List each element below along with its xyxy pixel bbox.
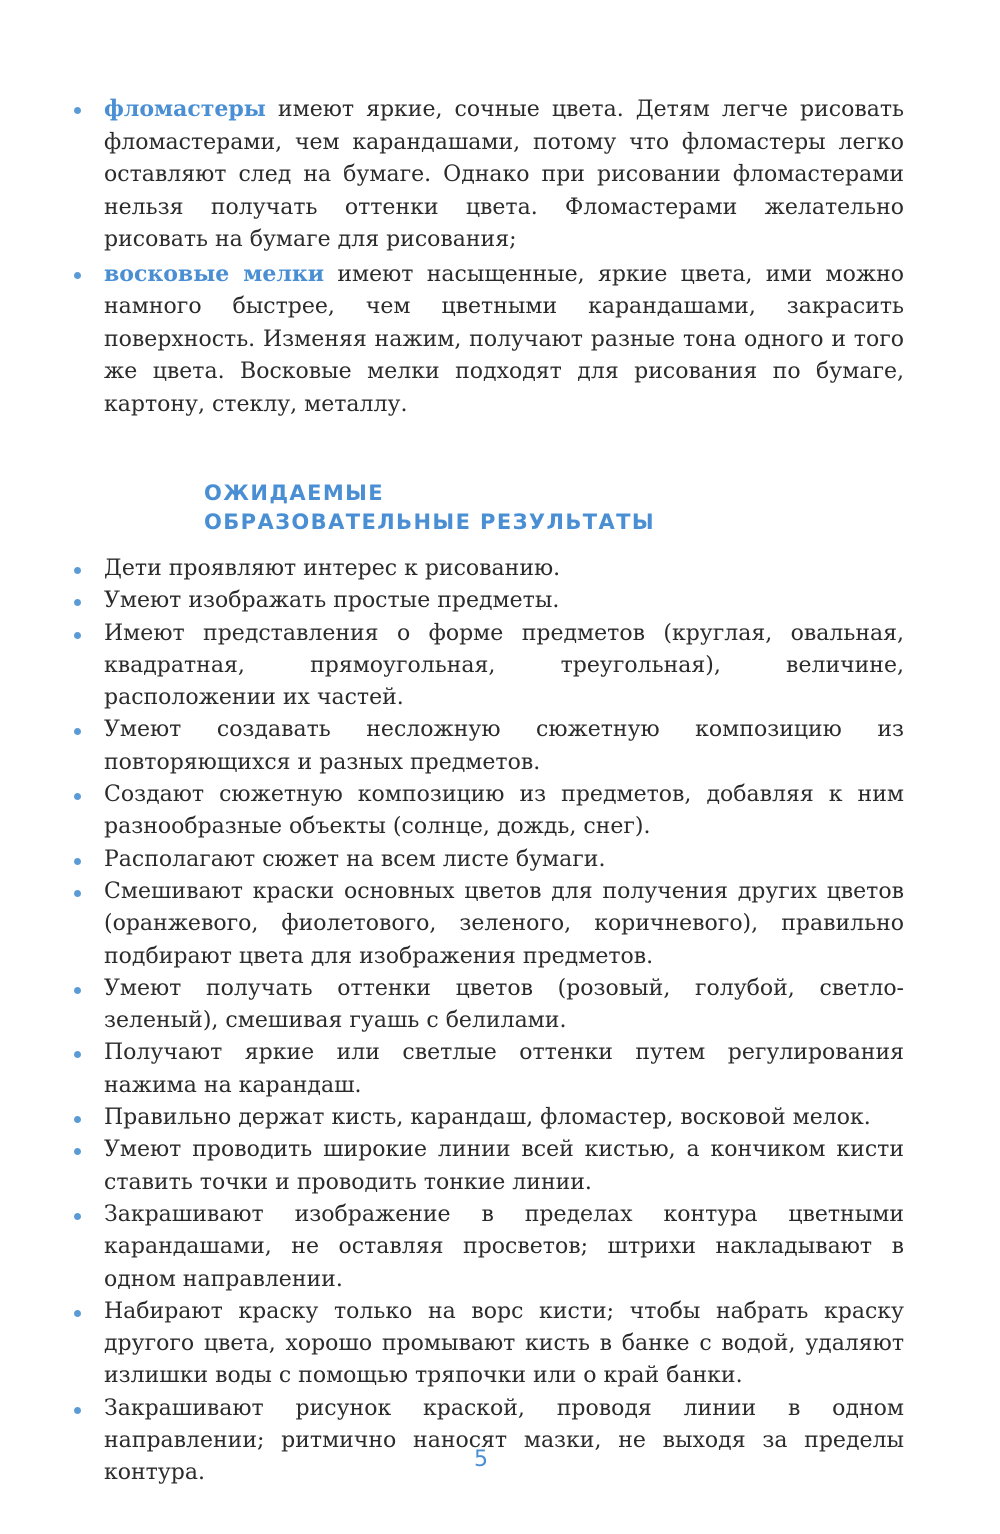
item-text: Получают яркие или светлые оттенки путем регулирования нажима на карандаш. bbox=[104, 1040, 904, 1098]
list-item bbox=[104, 618, 904, 715]
list-item bbox=[104, 876, 904, 973]
bullet-icon bbox=[74, 1213, 81, 1220]
results-list bbox=[104, 553, 904, 1490]
list-item bbox=[104, 1134, 904, 1199]
item-text: Правильно держат кисть, карандаш, фломастер, восковой мелок. bbox=[104, 1105, 871, 1131]
list-item bbox=[104, 714, 904, 779]
bullet-icon bbox=[74, 728, 81, 735]
list-item bbox=[104, 973, 904, 1038]
bullet-icon bbox=[74, 567, 81, 574]
list-item bbox=[104, 1296, 904, 1393]
list-item bbox=[104, 1037, 904, 1102]
item-text: Умеют получать оттенки цветов (розовый, голубой, светло-зеленый), смешивая гуашь с белилами. bbox=[104, 975, 904, 1034]
heading-line: ОБРАЗОВАТЕЛЬНЫЕ РЕЗУЛЬТАТЫ bbox=[204, 510, 655, 534]
list-item bbox=[104, 1102, 904, 1134]
bullet-icon bbox=[74, 1148, 81, 1155]
bullet-icon bbox=[74, 107, 81, 114]
term-highlight: фломастеры bbox=[104, 96, 266, 122]
bullet-icon bbox=[74, 1310, 81, 1317]
bullet-icon bbox=[74, 987, 81, 994]
item-text: Умеют проводить широкие линии всей кистью, а кончиком кисти ставить точки и проводить тонкие линии. bbox=[104, 1137, 904, 1195]
list-item bbox=[104, 1393, 904, 1490]
list-item bbox=[104, 258, 904, 422]
item-text: имеют насыщенные, яркие цвета, ими можно намного быстрее, чем цветными карандашами, закрасить поверхность. Изменяя нажим, получают разные тона одного и того же цвета. Восковые мелки подходят для рисования по бумаге, картону, стеклу, металлу. bbox=[104, 261, 904, 417]
item-text: Смешивают краски основных цветов для получения других цветов (оранжевого, фиолетового, зеленого, коричневого), правильно подбирают цвета для изображения предметов. bbox=[104, 878, 904, 969]
item-text: Дети проявляют интерес к рисованию. bbox=[104, 556, 561, 581]
bullet-icon bbox=[74, 272, 81, 279]
materials-list bbox=[104, 93, 904, 422]
bullet-icon bbox=[74, 632, 81, 639]
item-text: Создают сюжетную композицию из предметов, добавляя к ним разнообразные объекты (солнце, дождь, снег). bbox=[104, 782, 904, 840]
item-text: Имеют представления о форме предметов (круглая, овальная, квадратная, прямоугольная, треугольная), величине, расположении их частей. bbox=[104, 620, 904, 711]
item-text: Закрашивают рисунок краской, проводя линии в одном направлении; ритмично наносят мазки, не выходя за пределы контура. bbox=[104, 1395, 904, 1486]
page-number: 5 bbox=[474, 1447, 488, 1472]
bullet-icon bbox=[74, 1051, 81, 1058]
list-item bbox=[104, 844, 904, 876]
item-text: имеют яркие, сочные цвета. Детям легче рисовать фломастерами, чем карандашами, потому что фломастеры легко оставляют след на бумаге. Однако при рисовании фломастерами нельзя получать оттенки цвета. Фломастерами желательно рисовать на бумаге для рисования; bbox=[104, 97, 904, 252]
item-text: Набирают краску только на ворс кисти; чтобы набрать краску другого цвета, хорошо промывают кисть в банке с водой, удаляют излишки воды с помощью тряпочки или о край банки. bbox=[104, 1298, 904, 1389]
item-text: Закрашивают изображение в пределах контура цветными карандашами, не оставляя просветов; штрихи накладывают в одном направлении. bbox=[104, 1201, 904, 1292]
bullet-icon bbox=[74, 599, 81, 606]
item-text: Умеют создавать несложную сюжетную композицию из повторяющихся и разных предметов. bbox=[104, 717, 904, 775]
section-heading bbox=[204, 479, 655, 537]
list-item bbox=[104, 553, 904, 585]
bullet-icon bbox=[74, 858, 81, 865]
term-highlight: восковые мелки bbox=[104, 260, 325, 287]
list-item bbox=[104, 93, 904, 257]
item-text: Умеют изображать простые предметы. bbox=[104, 588, 560, 614]
list-item bbox=[104, 779, 904, 844]
list-item bbox=[104, 1199, 904, 1296]
item-text: Располагают сюжет на всем листе бумаги. bbox=[104, 846, 606, 872]
bullet-icon bbox=[74, 1116, 81, 1123]
bullet-icon bbox=[74, 793, 81, 800]
list-item bbox=[104, 585, 904, 617]
heading-line: ОЖИДАЕМЫЕ bbox=[204, 481, 385, 505]
bullet-icon bbox=[74, 1407, 81, 1414]
bullet-icon bbox=[74, 890, 81, 897]
